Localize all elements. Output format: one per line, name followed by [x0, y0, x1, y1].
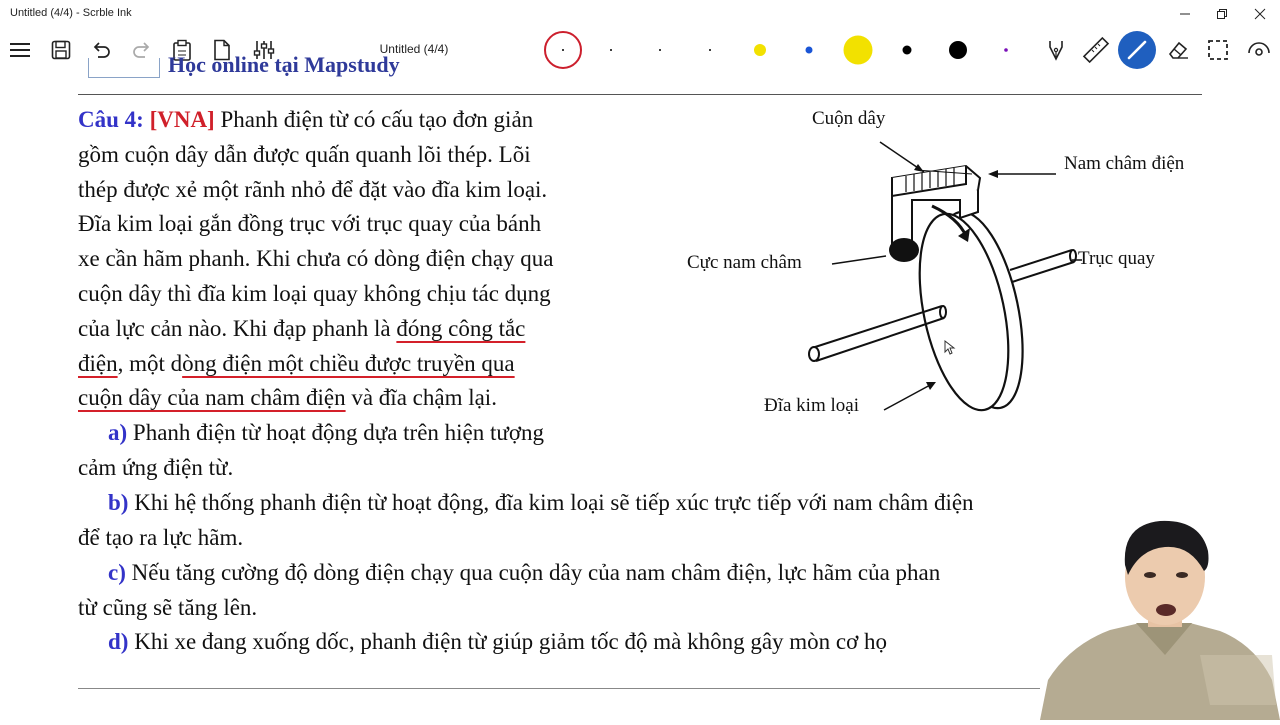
footer-divider	[78, 688, 1202, 689]
ruler-icon	[1085, 39, 1107, 61]
selected-pen-ring-icon	[543, 30, 583, 70]
question-line	[78, 347, 670, 382]
option-line: từ cũng sẽ tăng lên.	[78, 594, 258, 620]
presenter-image	[1040, 505, 1280, 720]
mouse-cursor-icon	[944, 340, 956, 356]
pen-dot-icon	[897, 40, 917, 60]
question-line: gồm cuộn dây dẫn được quấn quanh lõi thép. Lõi	[78, 141, 531, 167]
option-d	[78, 625, 1208, 660]
pen-dot-icon	[799, 40, 819, 60]
question-line: Đĩa kim loại gắn đồng trục với trục quay của bánh	[78, 211, 542, 237]
magnet-pole	[889, 238, 919, 262]
question-line	[78, 381, 670, 416]
header-divider	[78, 94, 1202, 95]
option-line	[78, 556, 1208, 591]
lasso-select-icon	[1207, 39, 1229, 61]
title-bar	[0, 0, 1280, 28]
option-b	[78, 486, 1208, 556]
underlined-phrase: cuộn dây của nam châm điện	[78, 385, 346, 411]
pen-dot-icon	[944, 36, 972, 64]
pen-dot-icon	[650, 40, 670, 60]
underlined-phrase: òng điện một chiều được truyền qua	[182, 350, 515, 376]
webcam-overlay	[1040, 505, 1280, 720]
banner-text: Học online tại Mapstudy	[168, 52, 400, 77]
question-line	[78, 312, 670, 347]
pen-dot-icon	[700, 40, 720, 60]
option-line: để tạo ra lực hãm.	[78, 524, 244, 550]
option-line	[78, 486, 1208, 521]
ruler-button[interactable]	[1080, 34, 1112, 66]
option-a	[78, 416, 678, 486]
option-line	[78, 625, 1208, 660]
pen-icon	[1118, 31, 1156, 69]
window-title: Untitled (4/4) - Scrble Ink	[10, 7, 132, 19]
pen-preset-8[interactable]	[897, 40, 917, 60]
highlighter-dot-icon	[840, 32, 876, 68]
restore-button[interactable]	[1202, 2, 1242, 26]
option-text: Khi hệ thống phanh điện từ hoạt động, đĩa kim loại sẽ tiếp xúc trực tiếp với nam châm điện	[134, 490, 974, 515]
redo-icon	[132, 40, 152, 60]
question-label: Câu 4:	[78, 107, 144, 132]
question-text	[78, 103, 670, 416]
page-header-banner	[78, 52, 478, 80]
minimize-button[interactable]	[1165, 2, 1205, 26]
menu-button[interactable]	[4, 34, 36, 66]
view-button[interactable]	[1243, 34, 1275, 66]
close-icon	[1254, 8, 1266, 20]
fountain-pen-icon	[1046, 39, 1066, 61]
axle-back	[1010, 250, 1076, 282]
mapstudy-logo	[88, 58, 160, 78]
minimize-icon	[1179, 8, 1191, 20]
view-icon	[1248, 41, 1270, 59]
option-c	[78, 556, 1208, 626]
fountain-pen-button[interactable]	[1040, 34, 1072, 66]
lasso-select-button[interactable]	[1202, 34, 1234, 66]
label-metal-disc: Đĩa kim loại	[764, 395, 859, 416]
save-button[interactable]	[45, 34, 77, 66]
menu-icon	[9, 41, 31, 59]
pen-preset-2[interactable]	[601, 40, 621, 60]
question-line: thép được xẻ một rãnh nhỏ để đặt vào đĩa kim loại.	[78, 176, 548, 202]
pen-preset-5[interactable]	[750, 40, 770, 60]
option-line	[78, 416, 678, 451]
pen-preset-1[interactable]	[543, 30, 583, 70]
eraser-icon	[1167, 40, 1189, 60]
document-title: Untitled (4/4)	[379, 42, 449, 56]
pen-dot-icon	[996, 40, 1016, 60]
option-label: a)	[108, 420, 128, 445]
pen-preset-10[interactable]	[996, 40, 1016, 60]
option-label: b)	[108, 490, 129, 515]
pen-preset-4[interactable]	[700, 40, 720, 60]
highlighter-dot-icon	[750, 40, 770, 60]
pen-preset-9[interactable]	[944, 36, 972, 64]
option-label: d)	[108, 629, 129, 654]
pen-preset-3[interactable]	[650, 40, 670, 60]
pen-preset-6[interactable]	[799, 40, 819, 60]
eraser-button[interactable]	[1162, 34, 1194, 66]
question-line-text: và đĩa chậm lại.	[345, 385, 497, 411]
label-coil: Cuộn dây	[812, 108, 886, 129]
underlined-phrase: đóng công tắc	[396, 315, 526, 341]
pen-dot-icon	[601, 40, 621, 60]
question-line: xe cần hãm phanh. Khi chưa có dòng điện chạy qua	[78, 246, 554, 272]
undo-icon	[91, 40, 111, 60]
question-line-text: Phanh điện từ có cấu tạo đơn giản	[220, 107, 534, 132]
question-line	[78, 103, 670, 138]
underlined-phrase: điện	[78, 350, 118, 376]
option-text: Nếu tăng cường độ dòng điện chạy qua cuộn dây của nam châm điện, lực hãm của phan	[131, 560, 941, 585]
label-electromagnet: Nam châm điện	[1064, 153, 1185, 174]
option-text: Phanh điện từ hoạt động dựa trên hiện tượng	[132, 420, 545, 445]
save-icon	[51, 40, 71, 60]
label-magnet-pole: Cực nam châm	[687, 252, 802, 273]
question-line: cuộn dây thì đĩa kim loại quay không chịu tác dụng	[78, 280, 551, 306]
pen-preset-7[interactable]	[840, 32, 876, 68]
close-button[interactable]	[1240, 2, 1280, 26]
question-line-text: của lực cản nào. Khi đạp phanh là	[78, 315, 397, 341]
question-tag: [VNA]	[149, 107, 215, 132]
option-label: c)	[108, 560, 126, 585]
question-line-text: , một d	[117, 350, 183, 376]
pen-tool-button[interactable]	[1118, 31, 1156, 69]
label-axle: Trục quay	[1078, 248, 1155, 269]
restore-icon	[1216, 8, 1228, 20]
option-line: cảm ứng điện từ.	[78, 454, 234, 480]
option-text: Khi xe đang xuống dốc, phanh điện từ giúp giảm tốc độ mà không gây mòn cơ họ	[134, 629, 888, 654]
